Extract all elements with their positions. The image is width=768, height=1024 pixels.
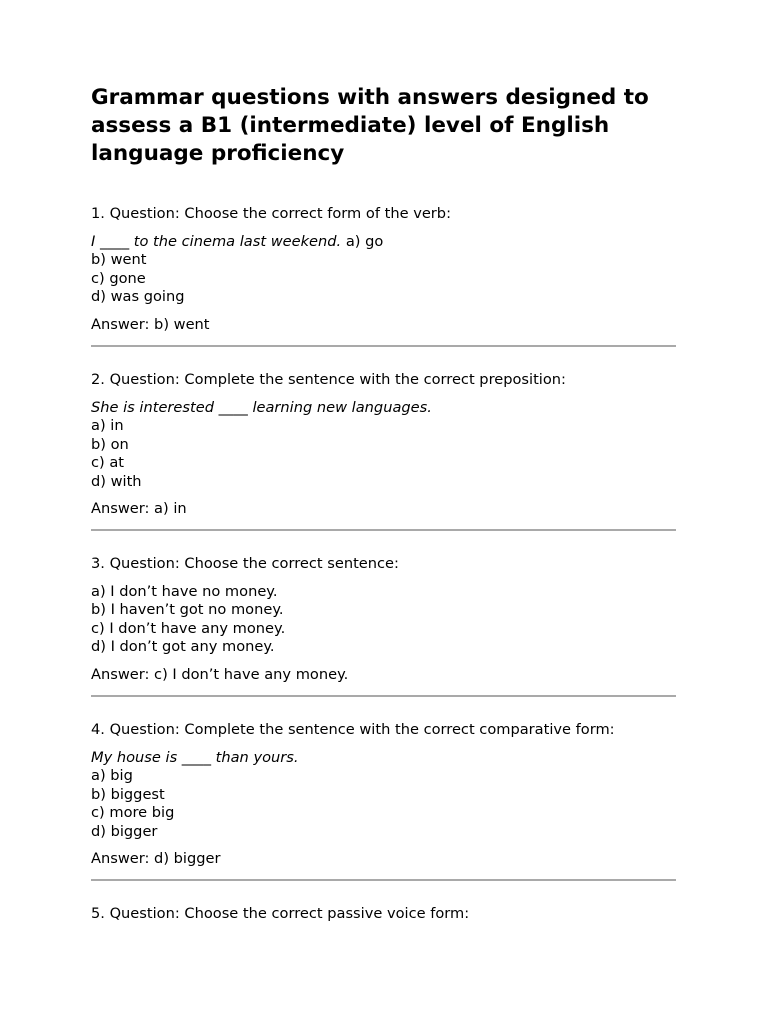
question-4-option-a: a) big [91,767,133,784]
question-2-answer: Answer: a) in [91,500,187,517]
question-2 [91,371,676,519]
question-4-option-b: b) biggest [91,785,165,803]
question-3-body [91,583,676,657]
divider-2 [91,529,676,531]
question-3-option-d: d) I don’t got any money. [91,638,275,655]
question-2-option-c: c) at [91,454,125,471]
question-4-option-d: d) bigger [91,822,158,840]
divider-4 [91,879,676,881]
question-1 [91,205,676,334]
document-title: Grammar questions with answers designed to assess a B1 (intermediate) level of English language proficiency [91,85,649,166]
question-2-sentence: She is interested ____ learning new languages. [91,398,432,416]
question-5 [91,905,676,924]
question-1-option-a: a) go [341,232,384,250]
question-2-body [91,399,676,492]
question-2-prompt: 2. Question: Complete the sentence with the correct preposition: [91,371,566,388]
question-2-option-d: d) with [91,472,142,490]
question-2-option-b: b) on [91,435,129,453]
question-3-option-c: c) I don’t have any money. [91,619,286,637]
question-4-body [91,749,676,842]
question-2-option-a: a) in [91,417,124,434]
question-1-answer: Answer: b) went [91,315,210,333]
question-1-prompt: 1. Question: Choose the correct form of the verb: [91,205,451,222]
question-3-answer: Answer: c) I don’t have any money. [91,665,349,683]
question-5-prompt: 5. Question: Choose the correct passive voice form: [91,905,470,922]
question-3-option-a: a) I don’t have no money. [91,582,278,600]
divider-1 [91,345,676,347]
question-1-option-c: c) gone [91,269,146,287]
question-4-prompt: 4. Question: Complete the sentence with the correct comparative form: [91,721,615,738]
question-1-body [91,233,676,307]
question-4-sentence: My house is ____ than yours. [91,748,299,766]
question-4-option-c: c) more big [91,804,175,821]
question-3-prompt: 3. Question: Choose the correct sentence: [91,555,399,572]
question-1-option-b: b) went [91,251,147,268]
question-3-option-b: b) I haven’t got no money. [91,601,284,618]
question-1-option-d: d) was going [91,288,185,305]
question-3 [91,555,676,684]
question-1-sentence-line [91,233,676,252]
question-4 [91,721,676,869]
document-page [91,84,676,168]
divider-3 [91,695,676,697]
question-1-sentence: I ____ to the cinema last weekend. [91,232,342,250]
question-4-answer: Answer: d) bigger [91,850,221,867]
